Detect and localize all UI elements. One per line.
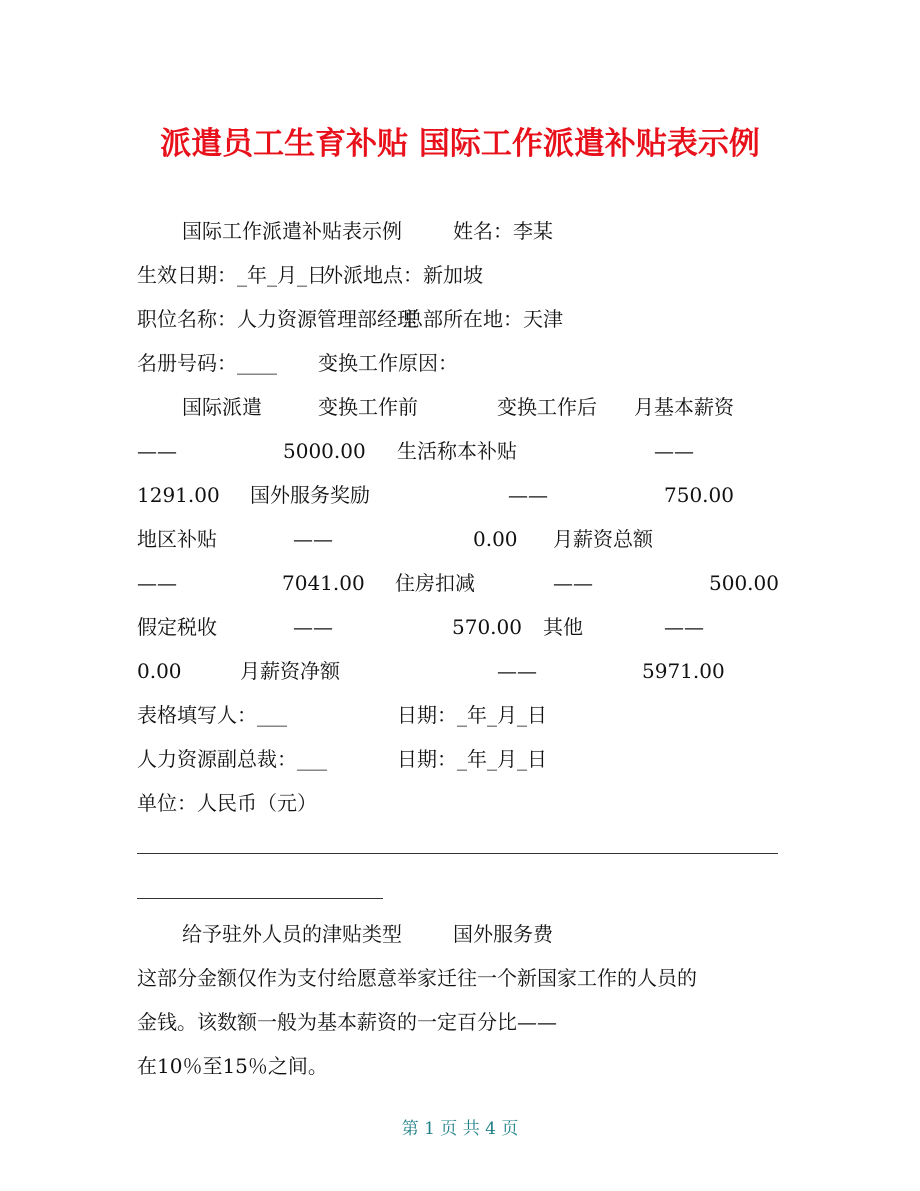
form-row-8-cell-4: 500.00 xyxy=(709,571,779,595)
form-row-2-cell-0: 职位名称：人力资源管理部经理 xyxy=(137,307,417,331)
form-row-8-cell-2: 住房扣减 xyxy=(395,571,475,595)
form-row-3-cell-1: 变换工作原因： xyxy=(318,351,458,375)
body-row-2-cell-0: 金钱。该数额一般为基本薪资的一定百分比—— xyxy=(137,1010,557,1034)
form-row-9-cell-3: 其他 xyxy=(543,615,583,639)
form-row-11-cell-0: 表格填写人：___ xyxy=(137,703,287,727)
form-row-10-cell-1: 月薪资净额 xyxy=(240,659,340,683)
form-row-1-cell-1: 外派地点：新加坡 xyxy=(323,263,483,287)
form-row-5-cell-3: —— xyxy=(654,439,694,463)
form-row-0-cell-0: 国际工作派遣补贴表示例 xyxy=(182,219,402,243)
form-row-5-cell-0: —— xyxy=(137,439,177,463)
form-row-11-cell-1: 日期：_年_月_日 xyxy=(397,703,547,727)
form-row-6-cell-2: —— xyxy=(508,483,548,507)
form-row-4-cell-1: 变换工作前 xyxy=(318,395,418,419)
form-row-0-cell-1: 姓名：李某 xyxy=(453,219,553,243)
page-footer: 第 1 页 共 4 页 xyxy=(401,1119,519,1139)
form-row-4-cell-0: 国际派遣 xyxy=(182,395,262,419)
form-row-9-cell-0: 假定税收 xyxy=(137,615,217,639)
form-row-7-cell-1: —— xyxy=(293,527,333,551)
form-row-10-cell-2: —— xyxy=(497,659,537,683)
form-row-5-cell-1: 5000.00 xyxy=(283,439,366,463)
form-row-7-cell-3: 月薪资总额 xyxy=(553,527,653,551)
body-row-3-cell-0: 在10％至15％之间。 xyxy=(137,1054,328,1078)
body-row-0-cell-1: 国外服务费 xyxy=(453,922,553,946)
form-row-12-cell-0: 人力资源副总裁：___ xyxy=(137,747,327,771)
divider-line xyxy=(137,853,778,854)
form-row-10-cell-0: 0.00 xyxy=(137,659,182,683)
form-row-12-cell-1: 日期：_年_月_日 xyxy=(397,747,547,771)
form-row-5-cell-2: 生活称本补贴 xyxy=(397,439,517,463)
form-row-13-cell-0: 单位：人民币（元） xyxy=(137,791,317,815)
form-row-8-cell-1: 7041.00 xyxy=(282,571,365,595)
form-row-4-cell-2: 变换工作后 xyxy=(497,395,597,419)
form-row-3-cell-0: 名册号码：____ xyxy=(137,351,277,375)
body-row-1-cell-0: 这部分金额仅作为支付给愿意举家迁往一个新国家工作的人员的 xyxy=(137,966,697,990)
form-row-2-cell-1: 总部所在地：天津 xyxy=(403,307,563,331)
form-row-8-cell-0: —— xyxy=(137,571,177,595)
form-row-1-cell-0: 生效日期：_年_月_日 xyxy=(137,263,327,287)
form-row-8-cell-3: —— xyxy=(553,571,593,595)
divider-line-short xyxy=(137,898,383,899)
form-row-6-cell-3: 750.00 xyxy=(664,483,734,507)
form-row-6-cell-0: 1291.00 xyxy=(137,483,220,507)
form-row-7-cell-2: 0.00 xyxy=(473,527,518,551)
form-row-9-cell-2: 570.00 xyxy=(452,615,522,639)
form-row-7-cell-0: 地区补贴 xyxy=(137,527,217,551)
form-row-9-cell-1: —— xyxy=(293,615,333,639)
document-title: 派遣员工生育补贴 国际工作派遣补贴表示例 xyxy=(160,126,760,162)
form-row-6-cell-1: 国外服务奖励 xyxy=(250,483,370,507)
form-row-9-cell-4: —— xyxy=(664,615,704,639)
form-row-10-cell-3: 5971.00 xyxy=(642,659,725,683)
form-row-4-cell-3: 月基本薪资 xyxy=(634,395,734,419)
body-row-0-cell-0: 给予驻外人员的津贴类型 xyxy=(182,922,402,946)
